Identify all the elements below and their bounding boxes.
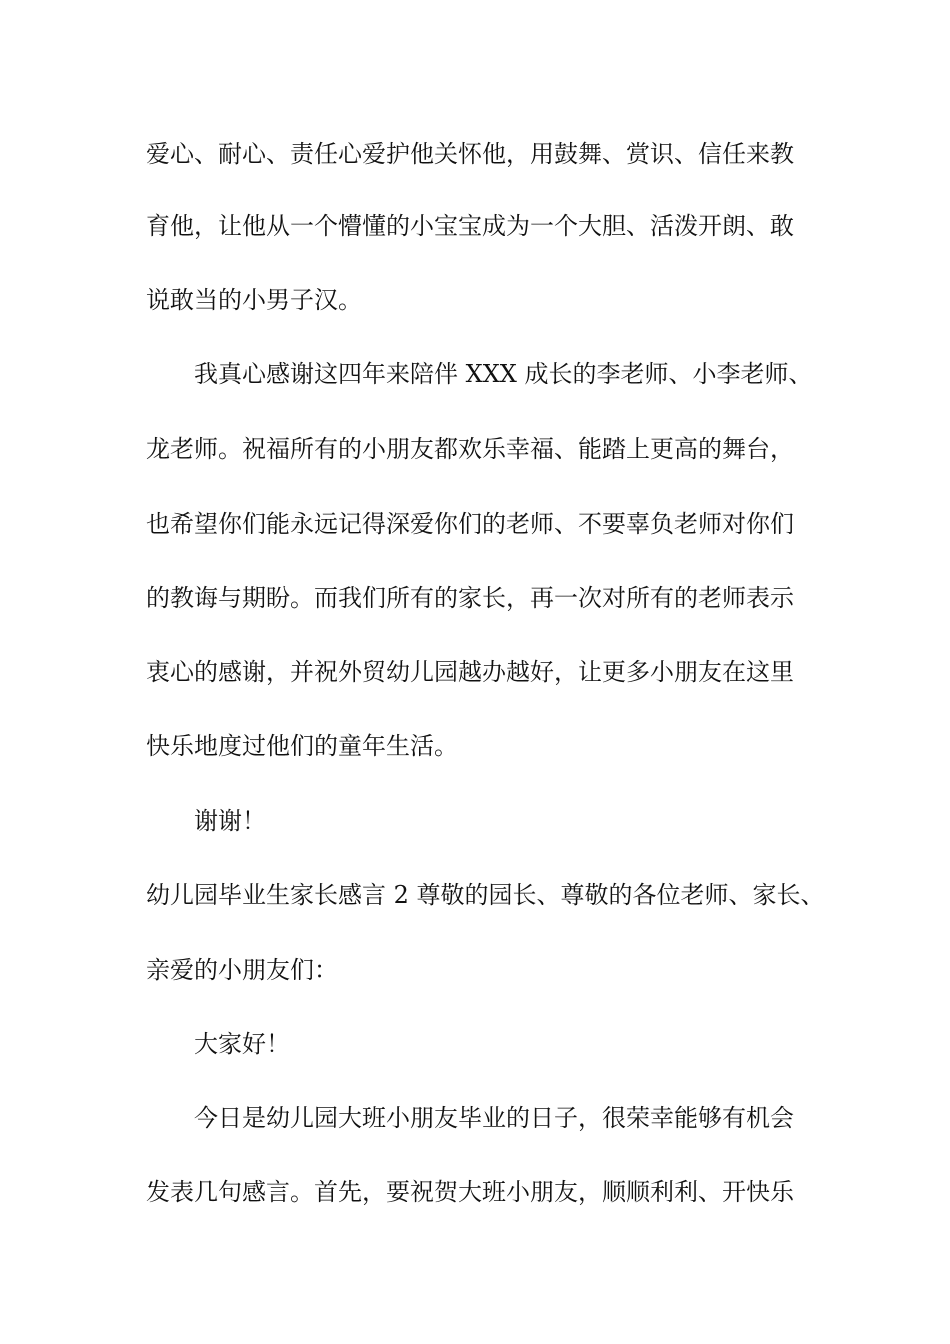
paragraph-line: 也希望你们能永远记得深爱你们的老师、不要辜负老师对你们 xyxy=(146,510,794,538)
paragraph-line: 龙老师。祝福所有的小朋友都欢乐幸福、能踏上更高的舞台， xyxy=(146,435,794,463)
paragraph-line: 今日是幼儿园大班小朋友毕业的日子，很荣幸能够有机会 xyxy=(194,1104,794,1132)
paragraph-line: 亲爱的小朋友们： xyxy=(146,956,338,984)
paragraph-line: 我真心感谢这四年来陪伴 XXX 成长的李老师、小李老师、 xyxy=(194,360,813,388)
paragraph-line: 发表几句感言。首先，要祝贺大班小朋友，顺顺利利、开快乐 xyxy=(146,1178,794,1206)
paragraph-line: 幼儿园毕业生家长感言 2 尊敬的园长、尊敬的各位老师、家长、 xyxy=(146,881,825,909)
paragraph-line: 快乐地度过他们的童年生活。 xyxy=(146,732,458,760)
paragraph-line: 爱心、耐心、责任心爱护他关怀他，用鼓舞、赏识、信任来教 xyxy=(146,140,794,168)
paragraph-line: 大家好！ xyxy=(194,1030,290,1058)
paragraph-line: 衷心的感谢，并祝外贸幼儿园越办越好，让更多小朋友在这里 xyxy=(146,658,794,686)
paragraph-line: 的教诲与期盼。而我们所有的家长，再一次对所有的老师表示 xyxy=(146,584,794,612)
paragraph-line: 育他，让他从一个懵懂的小宝宝成为一个大胆、活泼开朗、敢 xyxy=(146,212,794,240)
paragraph-line: 谢谢！ xyxy=(194,807,266,835)
paragraph-line: 说敢当的小男子汉。 xyxy=(146,286,362,314)
